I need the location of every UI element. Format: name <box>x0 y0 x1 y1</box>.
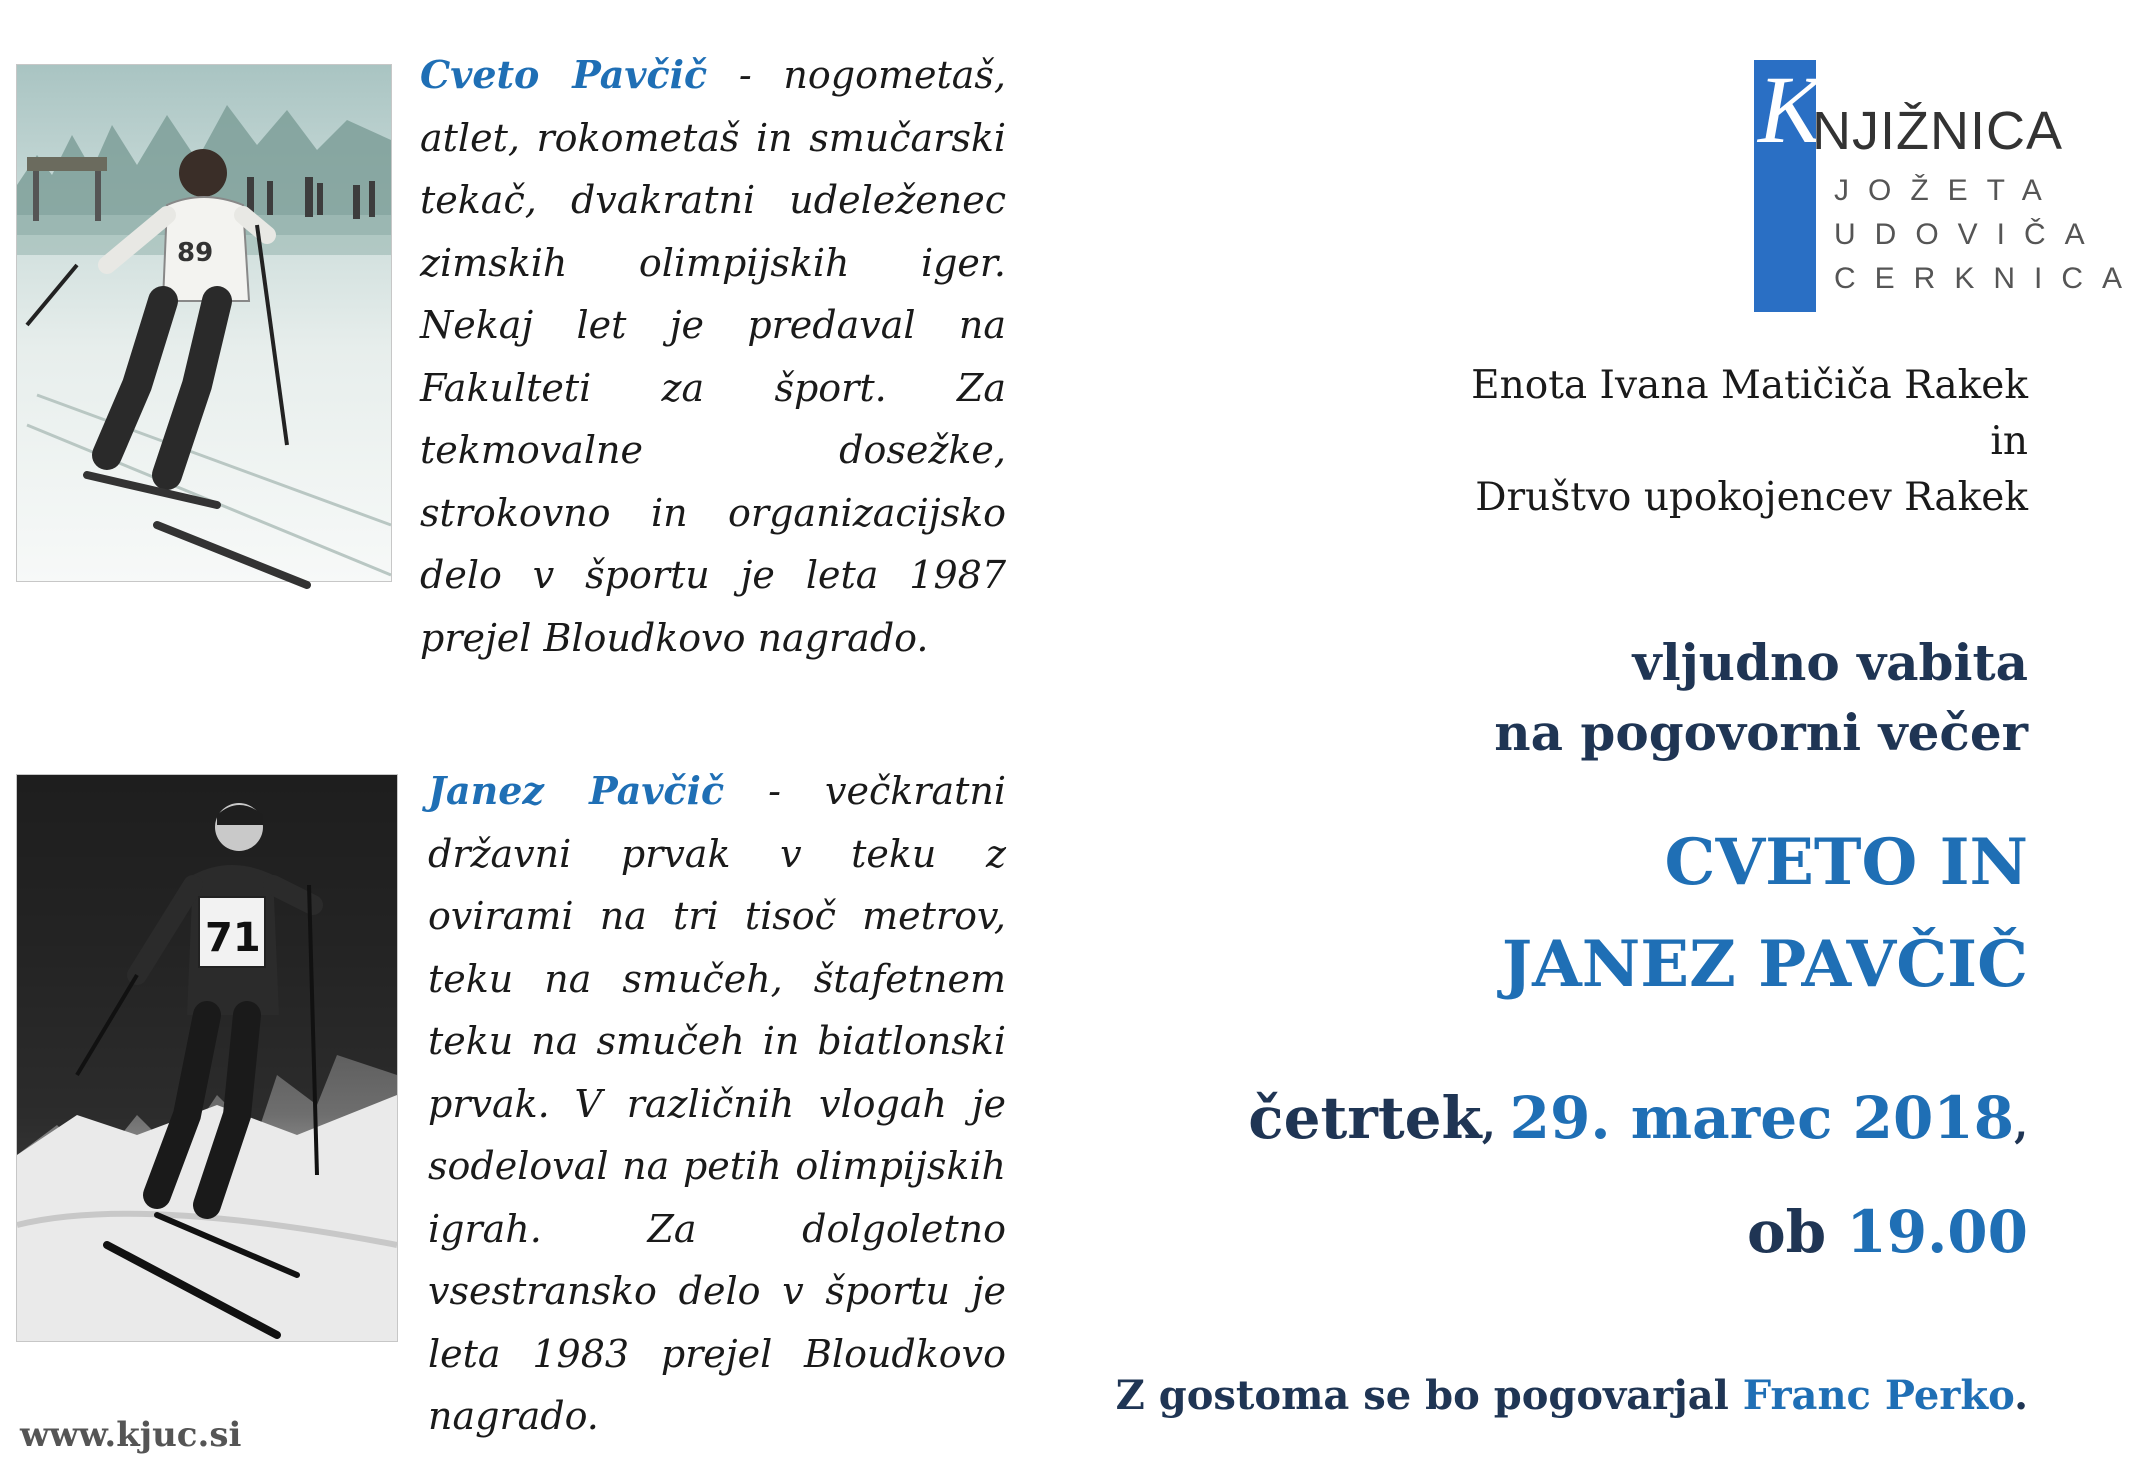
skier-illustration-1 <box>17 65 391 581</box>
invite-line-2: na pogovorni večer <box>1494 703 2028 762</box>
logo-line-1: JOŽETA <box>1834 174 2061 207</box>
invite-line-1: vljudno vabita <box>1632 633 2028 692</box>
event-date <box>1248 1078 2028 1165</box>
photo-cveto-pavcic <box>16 64 392 582</box>
event-date-end: , <box>2014 1101 2028 1148</box>
guest-end: . <box>2014 1372 2028 1419</box>
logo-line-3: CERKNICA <box>1834 262 2141 295</box>
event-title-line-1: CVETO IN <box>1664 825 2028 900</box>
library-logo <box>1754 56 2141 312</box>
website-link[interactable]: www.kjuc.si <box>20 1415 242 1455</box>
event-title-line-2: JANEZ PAVČIČ <box>1501 927 2028 1002</box>
bio-janez-name: Janez Pavčič <box>428 768 725 813</box>
event-time-prefix: ob <box>1746 1198 1847 1266</box>
photo-janez-pavcic <box>16 774 398 1342</box>
bio-janez-text: - večkratni državni prvak v teku z ovirami na tri tisoč metrov, teku na smučeh, štafetnem teku na smučeh in biatlonski prvak. V različnih vlogah je sodeloval na petih olimpijskih igrah. Za dolgoletno vsestransko delo v športu je leta 1983 prejel Bloudkovo nagrado. <box>428 769 1006 1438</box>
guest-line <box>1116 1368 2028 1424</box>
bio-cveto-text: - nogometaš, atlet, rokometaš in smučarski tekač, dvakratni udeleženec zimskih olimpijskih iger. Nekaj let je predaval na Fakulteti za šport. Za tekmovalne dosežke, strokovno in organizacijsko delo v športu je leta 1987 prejel Bloudkovo nagrado. <box>420 53 1006 660</box>
logo-line-2: UDOVIČA <box>1834 218 2104 251</box>
logo-initial: K <box>1758 56 1823 163</box>
event-date-value: 29. marec 2018 <box>1509 1084 2015 1152</box>
logo-word: NJIŽNICA <box>1812 101 2063 161</box>
bio-cveto-name: Cveto Pavčič <box>420 52 708 97</box>
guest-name: Franc Perko <box>1742 1372 2015 1419</box>
skier-illustration-2 <box>17 775 397 1341</box>
event-date-separator: , <box>1481 1101 1510 1148</box>
organizer-connector: in <box>1990 419 2028 464</box>
bib-number-1: 89 <box>177 238 214 268</box>
bio-janez <box>428 760 1006 1448</box>
bio-cveto <box>420 44 1006 669</box>
event-time <box>1747 1192 2028 1272</box>
organizer-2: Društvo upokojencev Rakek <box>1475 475 2028 520</box>
organizer-1: Enota Ivana Matičiča Rakek <box>1471 363 2028 408</box>
event-weekday: četrtek <box>1248 1084 1482 1152</box>
bib-number-2: 71 <box>205 915 261 961</box>
guest-text: Z gostoma se bo pogovarjal <box>1115 1372 1743 1419</box>
event-time-value: 19.00 <box>1846 1198 2028 1266</box>
